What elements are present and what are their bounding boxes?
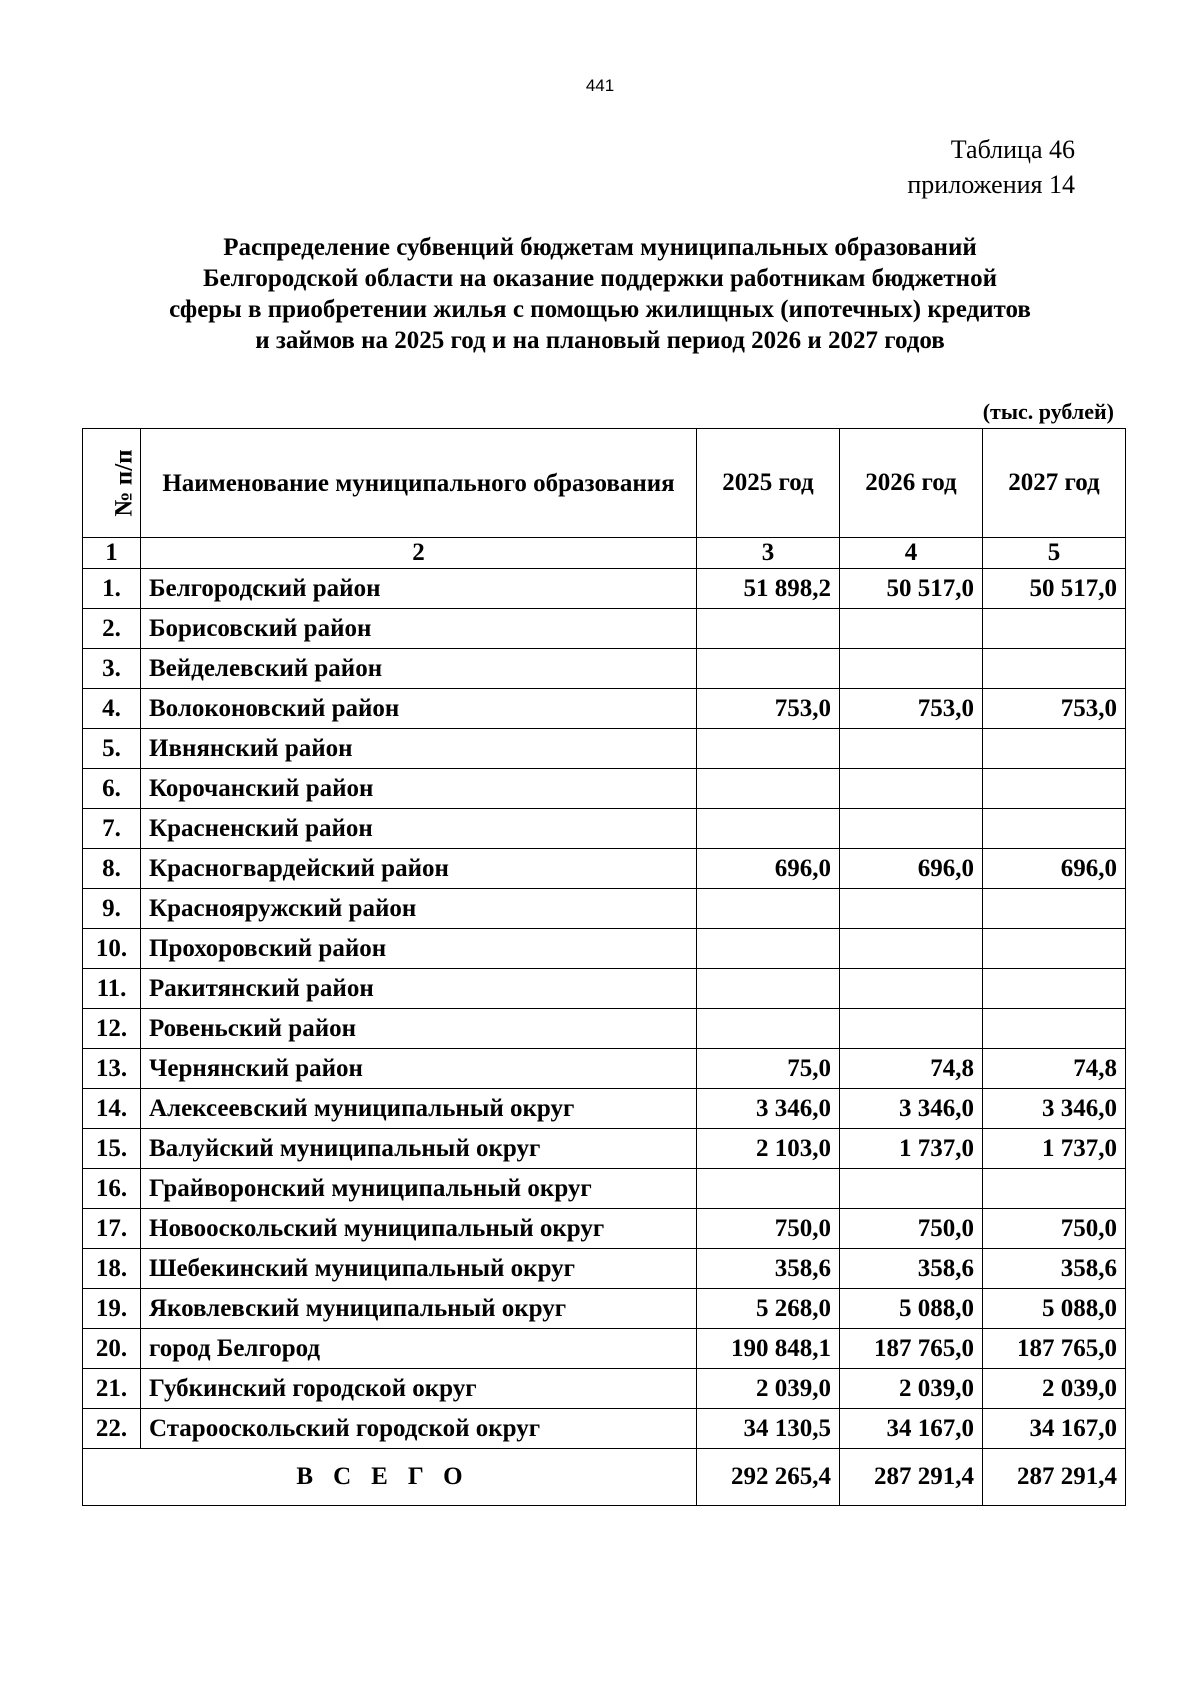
row-number: 1. [83,569,141,609]
value-2025: 2 103,0 [697,1129,840,1169]
value-2026 [840,929,983,969]
municipality-name: Грайворонский муниципальный округ [141,1169,697,1209]
municipality-name: Белгородский район [141,569,697,609]
table-ref-line-2: приложения 14 [907,170,1075,199]
table-row [83,689,1126,729]
value-2025 [697,809,840,849]
value-2026: 74,8 [840,1049,983,1089]
value-2025: 750,0 [697,1209,840,1249]
total-label: ВСЕГО [83,1449,697,1506]
value-2026: 1 737,0 [840,1129,983,1169]
value-2027: 50 517,0 [983,569,1126,609]
table-row [83,569,1126,609]
value-2026: 358,6 [840,1249,983,1289]
value-2026 [840,969,983,1009]
row-number: 19. [83,1289,141,1329]
col-number-1: 1 [83,538,141,569]
total-2026: 287 291,4 [840,1449,983,1506]
total-row [83,1449,1126,1506]
header-no-text: № п/п [110,449,138,517]
value-2025 [697,649,840,689]
value-2025 [697,889,840,929]
municipality-name: Яковлевский муниципальный округ [141,1289,697,1329]
value-2026: 2 039,0 [840,1369,983,1409]
row-number: 16. [83,1169,141,1209]
column-number-row [83,538,1126,569]
total-2025: 292 265,4 [697,1449,840,1506]
table-row [83,929,1126,969]
value-2026 [840,889,983,929]
header-2027: 2027 год [983,429,1126,538]
row-number: 11. [83,969,141,1009]
value-2025: 75,0 [697,1049,840,1089]
value-2026 [840,1009,983,1049]
header-2026: 2026 год [840,429,983,538]
row-number: 12. [83,1009,141,1049]
header-name: Наименование муниципального образования [141,429,697,538]
municipality-name: Шебекинский муниципальный округ [141,1249,697,1289]
value-2025: 358,6 [697,1249,840,1289]
header-row [83,429,1126,538]
value-2025: 2 039,0 [697,1369,840,1409]
value-2026: 50 517,0 [840,569,983,609]
table-row [83,889,1126,929]
row-number: 8. [83,849,141,889]
value-2027: 5 088,0 [983,1289,1126,1329]
municipality-name: Корочанский район [141,769,697,809]
value-2027 [983,609,1126,649]
value-2027 [983,1009,1126,1049]
value-2026 [840,809,983,849]
value-2027: 187 765,0 [983,1329,1126,1369]
value-2025: 3 346,0 [697,1089,840,1129]
value-2025 [697,1009,840,1049]
title-line-2: Белгородской области на оказание поддержки работникам бюджетной [203,265,997,292]
table-row [83,1049,1126,1089]
value-2027: 3 346,0 [983,1089,1126,1129]
row-number: 21. [83,1369,141,1409]
municipality-name: Ивнянский район [141,729,697,769]
value-2025: 190 848,1 [697,1329,840,1369]
table-row [83,1129,1126,1169]
col-number-4: 4 [840,538,983,569]
value-2027: 750,0 [983,1209,1126,1249]
value-2025: 753,0 [697,689,840,729]
row-number: 13. [83,1049,141,1089]
value-2026: 34 167,0 [840,1409,983,1449]
value-2027 [983,969,1126,1009]
document-title [85,232,1115,356]
value-2026: 696,0 [840,849,983,889]
table-row [83,1369,1126,1409]
value-2027 [983,1169,1126,1209]
table-body [83,569,1126,1449]
col-number-5: 5 [983,538,1126,569]
header-no [83,429,141,538]
municipality-name: Валуйский муниципальный округ [141,1129,697,1169]
row-number: 2. [83,609,141,649]
table-ref-line-1: Таблица 46 [950,135,1075,164]
municipality-name: Новооскольский муниципальный округ [141,1209,697,1249]
value-2025: 696,0 [697,849,840,889]
value-2025 [697,769,840,809]
row-number: 9. [83,889,141,929]
value-2027: 2 039,0 [983,1369,1126,1409]
row-number: 3. [83,649,141,689]
header-2025: 2025 год [697,429,840,538]
table-row [83,769,1126,809]
row-number: 4. [83,689,141,729]
value-2025 [697,729,840,769]
row-number: 10. [83,929,141,969]
row-number: 17. [83,1209,141,1249]
municipality-name: Волоконовский район [141,689,697,729]
table-row [83,969,1126,1009]
value-2026 [840,769,983,809]
table-row [83,1409,1126,1449]
value-2026: 187 765,0 [840,1329,983,1369]
row-number: 5. [83,729,141,769]
value-2025 [697,969,840,1009]
table-row [83,1089,1126,1129]
value-2027: 1 737,0 [983,1129,1126,1169]
municipality-name: Алексеевский муниципальный округ [141,1089,697,1129]
row-number: 15. [83,1129,141,1169]
page-number: 441 [585,76,615,95]
table-row [83,729,1126,769]
value-2027: 358,6 [983,1249,1126,1289]
row-number: 7. [83,809,141,849]
municipality-name: Старооскольский городской округ [141,1409,697,1449]
row-number: 14. [83,1089,141,1129]
value-2027: 34 167,0 [983,1409,1126,1449]
table-row [83,609,1126,649]
table-row [83,1009,1126,1049]
row-number: 18. [83,1249,141,1289]
value-2027 [983,929,1126,969]
value-2026: 3 346,0 [840,1089,983,1129]
table-row [83,649,1126,689]
value-2027 [983,649,1126,689]
col-number-2: 2 [141,538,697,569]
value-2027: 753,0 [983,689,1126,729]
municipality-name: Губкинский городской округ [141,1369,697,1409]
value-2027: 696,0 [983,849,1126,889]
municipality-name: Борисовский район [141,609,697,649]
municipality-name: Ровеньский район [141,1009,697,1049]
table-row [83,1209,1126,1249]
value-2026: 5 088,0 [840,1289,983,1329]
value-2025: 5 268,0 [697,1289,840,1329]
value-2027 [983,769,1126,809]
value-2026 [840,609,983,649]
municipality-name: Краснояружский район [141,889,697,929]
row-number: 6. [83,769,141,809]
row-number: 22. [83,1409,141,1449]
table-row [83,1329,1126,1369]
table-row [83,1249,1126,1289]
subsidy-table [82,428,1126,1506]
value-2026 [840,1169,983,1209]
total-2027: 287 291,4 [983,1449,1126,1506]
value-2026 [840,729,983,769]
value-2027 [983,809,1126,849]
table-reference [907,132,1075,202]
value-2025: 51 898,2 [697,569,840,609]
municipality-name: Красненский район [141,809,697,849]
value-2027 [983,889,1126,929]
municipality-name: Ракитянский район [141,969,697,1009]
table-row [83,1169,1126,1209]
value-2025 [697,609,840,649]
value-2025 [697,929,840,969]
municipality-name: город Белгород [141,1329,697,1369]
value-2026: 753,0 [840,689,983,729]
municipality-name: Красногвардейский район [141,849,697,889]
value-2025 [697,1169,840,1209]
title-line-3: сферы в приобретении жилья с помощью жилищных (ипотечных) кредитов [169,296,1031,323]
municipality-name: Прохоровский район [141,929,697,969]
municipality-name: Чернянский район [141,1049,697,1089]
title-line-4: и займов на 2025 год и на плановый период 2026 и 2027 годов [255,327,945,354]
value-2026: 750,0 [840,1209,983,1249]
value-2027: 74,8 [983,1049,1126,1089]
value-2027 [983,729,1126,769]
units-label: (тыс. рублей) [982,399,1114,424]
table-row [83,849,1126,889]
municipality-name: Вейделевский район [141,649,697,689]
title-line-1: Распределение субвенций бюджетам муниципальных образований [223,234,977,261]
table-row [83,1289,1126,1329]
value-2026 [840,649,983,689]
row-number: 20. [83,1329,141,1369]
table-row [83,809,1126,849]
col-number-3: 3 [697,538,840,569]
value-2025: 34 130,5 [697,1409,840,1449]
